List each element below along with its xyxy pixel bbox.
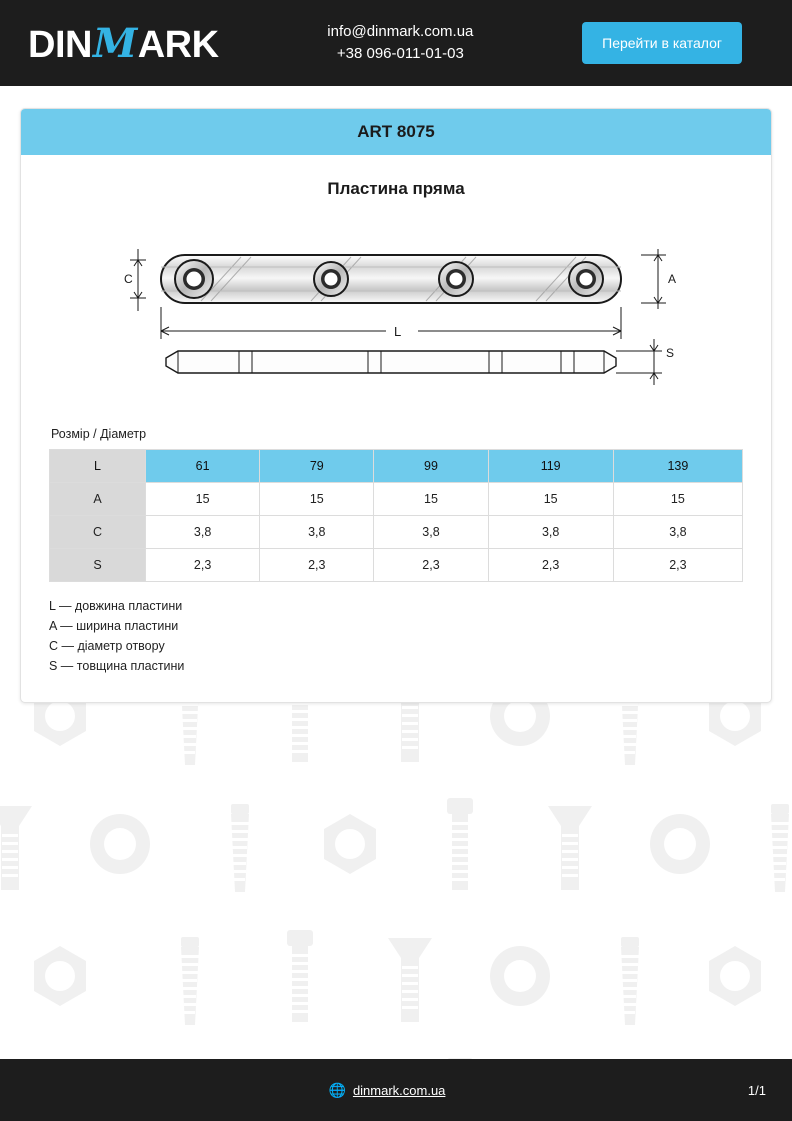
row-label: A [50, 483, 146, 516]
logo-letter-m: M [92, 19, 137, 67]
table-cell: 15 [260, 483, 374, 516]
legend-item: C — діаметр отвору [49, 639, 165, 653]
drawing-label-s: S [666, 346, 675, 360]
footer-site-link[interactable]: dinmark.com.ua [352, 1082, 446, 1098]
table-cell: 15 [146, 483, 260, 516]
table-row [50, 483, 743, 516]
specification-table [49, 449, 743, 582]
table-cell: 79 [260, 450, 374, 483]
legend-item: S — товщина пластини [49, 659, 185, 673]
go-to-catalog-button[interactable]: Перейти в каталог [582, 22, 742, 64]
row-label: S [50, 549, 146, 582]
table-cell: 2,3 [374, 549, 488, 582]
table-cell: 15 [374, 483, 488, 516]
contact-email[interactable]: info@dinmark.com.ua [327, 22, 474, 40]
article-title: ART 8075 [21, 109, 771, 155]
row-label: L [50, 450, 146, 483]
table-caption: Розмір / Діаметр [51, 427, 147, 441]
table-cell: 2,3 [488, 549, 613, 582]
logo-text-first: DIN [28, 23, 92, 66]
table-row [50, 549, 743, 582]
table-cell: 3,8 [260, 516, 374, 549]
drawing-label-l: L [394, 324, 402, 339]
table-cell: 2,3 [260, 549, 374, 582]
legend-item: L — довжина пластини [49, 599, 183, 613]
legend [49, 596, 743, 676]
globe-icon: 🌐 [328, 1082, 346, 1098]
table-cell: 15 [488, 483, 613, 516]
brand-logo[interactable] [28, 20, 219, 67]
table-cell: 3,8 [374, 516, 488, 549]
table-cell: 61 [146, 450, 260, 483]
page-number: 1/1 [747, 1082, 766, 1098]
logo-text-second: ARK [137, 23, 219, 66]
table-cell: 139 [613, 450, 742, 483]
drawing-label-c: C [124, 272, 133, 286]
table-cell: 2,3 [613, 549, 742, 582]
product-card-wrapper [0, 86, 792, 703]
row-label: C [50, 516, 146, 549]
table-row [50, 450, 743, 483]
page-footer [0, 1059, 792, 1121]
table-cell: 3,8 [146, 516, 260, 549]
table-cell: 2,3 [146, 549, 260, 582]
table-cell: 3,8 [613, 516, 742, 549]
card-body [21, 155, 771, 702]
table-cell: 119 [488, 450, 613, 483]
table-row [50, 516, 743, 549]
table-cell: 99 [374, 450, 488, 483]
table-cell: 15 [613, 483, 742, 516]
header-contacts [219, 21, 583, 66]
footer-site-link-wrap [26, 1083, 748, 1098]
technical-drawing [49, 213, 743, 417]
contact-phone[interactable]: +38 096-011-01-03 [336, 45, 464, 62]
table-cell: 3,8 [488, 516, 613, 549]
product-name: Пластина пряма [327, 179, 465, 198]
product-card [20, 108, 772, 703]
drawing-label-a: A [668, 272, 677, 286]
page-header [0, 0, 792, 86]
legend-item: A — ширина пластини [49, 619, 179, 633]
